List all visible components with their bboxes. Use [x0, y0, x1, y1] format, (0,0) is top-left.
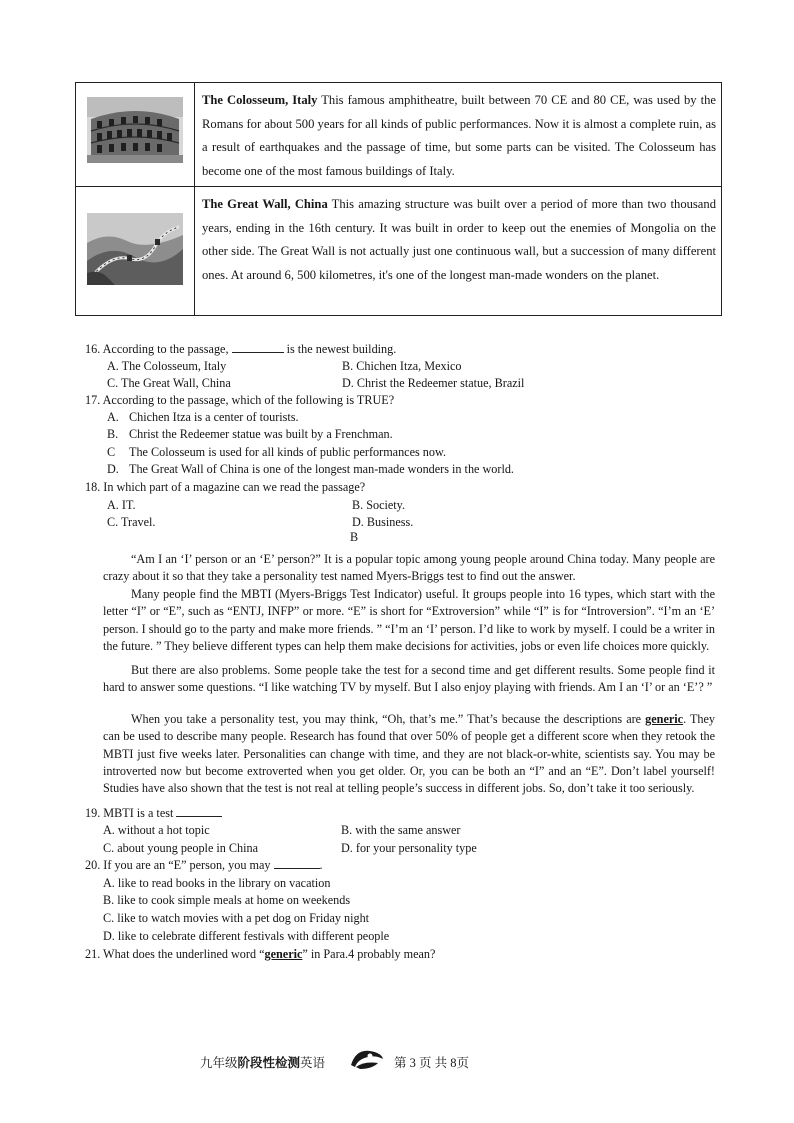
option-16d[interactable]: D. Christ the Redeemer statue, Brazil	[342, 376, 525, 390]
passage-paragraph-1	[103, 551, 715, 586]
paragraph-text: “Am I an ‘I’ person or an ‘E’ person?” It is a popular topic among young people around China today. Many people are crazy about it so that they take a personality test named Myers-Briggs test to find out the answer.	[103, 552, 715, 584]
option-16c[interactable]: C. The Great Wall, China	[107, 376, 231, 390]
option-19c[interactable]: C. about young people in China	[103, 841, 259, 855]
image-cell	[76, 83, 195, 186]
footer-subject: 英语	[300, 1056, 326, 1070]
section-heading-b: B	[350, 530, 359, 544]
option-letter: D.	[107, 462, 119, 476]
answer-blank[interactable]	[274, 857, 320, 869]
passage-paragraph-3	[103, 662, 715, 697]
footer-exam-type: 阶段性检测	[237, 1056, 301, 1070]
underlined-word: generic	[645, 712, 684, 726]
question-stem: ” in Para.4 probably mean?	[302, 947, 436, 961]
question-17: 17. According to the passage, which of the following is TRUE?	[85, 393, 395, 407]
question-stem: 21. What does the underlined word “	[85, 947, 265, 961]
question-stem: 19. MBTI is a test	[85, 806, 174, 820]
option-text: The Great Wall of China is one of the longest man-made wonders in the world.	[129, 462, 514, 476]
paragraph-text: But there are also problems. Some people take the test for a second time and get different results. Some people find it hard to answer some questions. “I like watching TV by myself. But I also enjoy playing with friends. Am I an ‘I’ or an ‘E’? ”	[103, 663, 715, 695]
option-20b[interactable]: B. like to cook simple meals at home on weekends	[103, 893, 351, 907]
option-17b[interactable]	[107, 426, 393, 442]
option-20c[interactable]: C. like to watch movies with a pet dog on Friday night	[103, 911, 370, 925]
option-20d[interactable]: D. like to celebrate different festivals with different people	[103, 929, 390, 943]
question-16	[85, 341, 396, 357]
option-text: Christ the Redeemer statue was built by a Frenchman.	[129, 427, 393, 441]
question-19	[85, 805, 222, 821]
question-18: 18. In which part of a magazine can we read the passage?	[85, 480, 366, 494]
school-logo-icon	[348, 1045, 386, 1076]
great-wall-text: This amazing structure was built over a period of more than two thousand years, ending in the 16th century. It was built in order to keep out the enemies of Mongolia on the other side. The Great Wall is not actually just one continuous wall, but a succession of many different ones. At around 6, 500 kilometres, it's one of the longest man-made wonders on the planet.	[202, 197, 716, 282]
option-text: The Colosseum is used for all kinds of public performances now.	[129, 445, 447, 459]
paragraph-text: Many people find the MBTI (Myers-Briggs Test Indicator) useful. It groups people into 16 types, which start with the letter “I” or “E”, such as “ENTJ, INFP” or more. “E” is short for “Extroversion” while “I” is for “Introversion”. “I’m an ‘E’ person. I should go to the party and make more friends. ” “I’m an ‘I’ person. I’d like to work by myself. I could be a writer in the future. ” They believe different types can help them make decisions for activities, jobs or even life choices more quickly.	[103, 587, 715, 653]
colosseum-text: This famous amphitheatre, built between 70 CE and 80 CE, was used by the Romans for about 500 years for all kinds of public performances. Now it is almost a complete ruin, as a result of earthquakes and the passage of time, but some parts can be visited. The Colosseum has become one of the most famous buildings of Italy.	[202, 93, 716, 178]
option-18b[interactable]: B. Society.	[352, 498, 406, 512]
question-21	[85, 946, 435, 962]
great-wall-photo	[87, 213, 183, 285]
landmarks-table	[75, 82, 722, 316]
option-letter: A.	[107, 410, 119, 424]
paragraph-text: When you take a personality test, you may think, “Oh, that’s me.” That’s because the descriptions are	[131, 712, 646, 726]
underlined-word: generic	[264, 947, 303, 961]
question-20	[85, 857, 323, 873]
option-letter: B.	[107, 427, 119, 441]
option-text: Chichen Itza is a center of tourists.	[129, 410, 299, 424]
passage-paragraph-4	[103, 711, 715, 797]
image-cell	[76, 187, 195, 315]
option-19d[interactable]: D. for your personality type	[341, 841, 477, 855]
option-19b[interactable]: B. with the same answer	[341, 823, 461, 837]
great-wall-title: The Great Wall, China	[202, 197, 328, 211]
table-row-great-wall	[76, 187, 721, 315]
question-stem: 16. According to the passage,	[85, 342, 229, 356]
footer-left	[200, 1053, 325, 1071]
option-16b[interactable]: B. Chichen Itza, Mexico	[342, 359, 462, 373]
option-18d[interactable]: D. Business.	[352, 515, 414, 529]
footer-grade: 九年级	[200, 1056, 238, 1070]
option-17a[interactable]	[107, 409, 299, 425]
great-wall-description	[202, 193, 716, 287]
option-18a[interactable]: A. IT.	[107, 498, 136, 512]
option-17c[interactable]	[107, 444, 446, 460]
option-18c[interactable]: C. Travel.	[107, 515, 156, 529]
answer-blank[interactable]	[176, 805, 222, 817]
colosseum-photo	[87, 97, 183, 163]
option-16a[interactable]: A. The Colosseum, Italy	[107, 359, 227, 373]
footer-page-number: 第 3 页 共 8页	[394, 1056, 470, 1070]
answer-blank[interactable]	[232, 341, 284, 353]
paragraph-text: . They can be used to describe many people. Research has found that over 50% of people get a different score when they retook the MBTI just five weeks later. Personalities can change with time, and they are not black-or-white, scientists say. You may be introverted now but become extroverted when you get older. Or, you can be both an “I” and an “E”. Don’t label yourself! Studies have also shown that the test is not real at telling people’s success in different jobs. So, don’t take it too seriously.	[103, 712, 715, 796]
colosseum-description	[202, 89, 716, 183]
question-stem: 20. If you are an “E” person, you may	[85, 858, 271, 872]
passage-paragraph-2	[103, 586, 715, 655]
table-row-colosseum	[76, 83, 721, 187]
question-stem: is the newest building.	[286, 342, 397, 356]
option-17d[interactable]	[107, 461, 514, 477]
colosseum-title: The Colosseum, Italy	[202, 93, 318, 107]
option-20a[interactable]: A. like to read books in the library on vacation	[103, 876, 331, 890]
question-end-period: .	[319, 858, 323, 872]
option-letter: C	[107, 445, 116, 459]
option-19a[interactable]: A. without a hot topic	[103, 823, 210, 837]
